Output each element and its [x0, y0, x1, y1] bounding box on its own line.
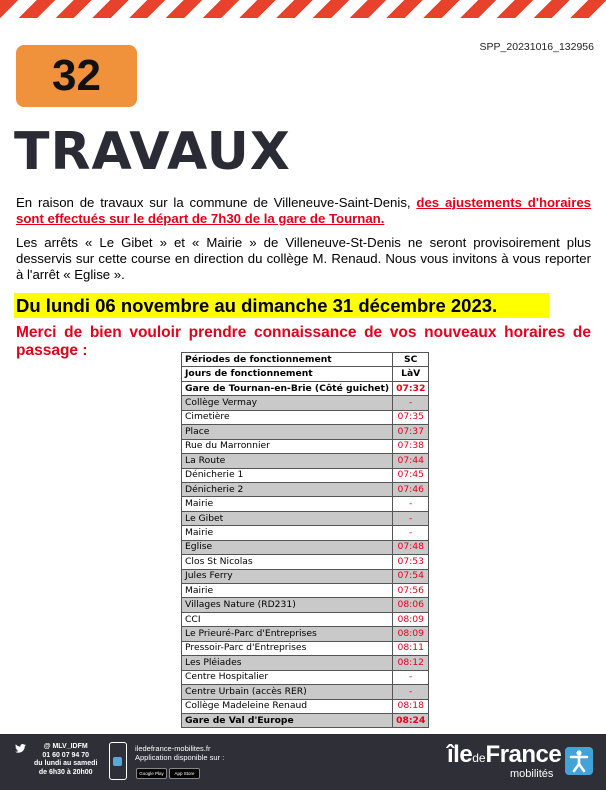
stop-name: Le Gibet [182, 511, 393, 525]
timetable-header-row [182, 353, 429, 367]
stop-time: - [393, 396, 429, 410]
timetable-row [182, 526, 429, 540]
stop-time: 07:32 [393, 381, 429, 395]
header-label: Jours de fonctionnement [182, 367, 393, 381]
website-link[interactable]: iledefrance-mobilites.fr [135, 744, 211, 753]
stop-name: Mairie [182, 526, 393, 540]
brand-france: France [485, 741, 562, 768]
header-value: LàV [393, 367, 429, 381]
stop-time: 08:11 [393, 641, 429, 655]
timetable-row [182, 598, 429, 612]
timetable-row [182, 396, 429, 410]
timetable-header-row [182, 367, 429, 381]
hours-line-1: du lundi au samedi [34, 760, 98, 768]
construction-stripes [0, 0, 606, 22]
schedule-change-highlight: des ajustements d'horaires sont effectués sur le départ de 7h30 de la gare de Tournan. [16, 195, 591, 226]
brand-subtitle: mobilités [510, 768, 554, 780]
stop-name: La Route [182, 454, 393, 468]
timetable-row [182, 410, 429, 424]
stop-name: Cimetière [182, 410, 393, 424]
timetable-row [182, 627, 429, 641]
twitter-icon [15, 744, 26, 753]
timetable-row [182, 656, 429, 670]
contact-block [34, 743, 97, 777]
stop-name: Centre Urbain (accès RER) [182, 685, 393, 699]
stop-time: - [393, 685, 429, 699]
stop-time: 07:56 [393, 584, 429, 598]
stop-time: - [393, 511, 429, 525]
stop-time: 07:48 [393, 540, 429, 554]
timetable-row [182, 425, 429, 439]
line-number: 32 [52, 51, 101, 100]
timetable-row [182, 497, 429, 511]
brand-ile: île [447, 741, 473, 768]
stop-time: 08:18 [393, 699, 429, 713]
stop-name: Eglise [182, 540, 393, 554]
header-label: Périodes de fonctionnement [182, 353, 393, 367]
timetable-row [182, 641, 429, 655]
smartphone-icon [109, 742, 127, 780]
stop-time: 07:44 [393, 454, 429, 468]
stop-time: 08:06 [393, 598, 429, 612]
timetable-body [182, 353, 429, 728]
stop-name: Mairie [182, 584, 393, 598]
timetable-row [182, 584, 429, 598]
stop-name: Dénicherie 1 [182, 468, 393, 482]
stops-notice-paragraph: Les arrêts « Le Gibet » et « Mairie » de Villeneuve-St-Denis ne seront provisoirement plus desservis sur cette course en direction du collège M. Renaud. Nous vous invitons à vous reporter à l'arrêt « Eglise ». [16, 235, 591, 282]
phone-number[interactable]: 01 60 07 94 70 [42, 751, 90, 759]
stop-time: 07:54 [393, 569, 429, 583]
timetable-row [182, 670, 429, 684]
stop-time: 07:35 [393, 410, 429, 424]
app-info [135, 744, 224, 762]
timetable-row [182, 439, 429, 453]
stop-name: Gare de Val d'Europe [182, 713, 393, 727]
document-reference: SPP_20231016_132956 [479, 41, 594, 53]
stop-time: 07:45 [393, 468, 429, 482]
stop-name: Les Pléiades [182, 656, 393, 670]
stop-time: - [393, 670, 429, 684]
timetable-row [182, 569, 429, 583]
intro-text: En raison de travaux sur la commune de Villeneuve-Saint-Denis, [16, 195, 417, 210]
stop-time: 07:38 [393, 439, 429, 453]
period-text: Du lundi 06 novembre au dimanche 31 décembre 2023. [16, 294, 498, 316]
timetable-row [182, 555, 429, 569]
timetable-row [182, 685, 429, 699]
timetable-row [182, 612, 429, 626]
stop-name: Le Prieuré-Parc d'Entreprises [182, 627, 393, 641]
new-times-notice: Merci de bien vouloir prendre connaissance de vos nouveaux horaires de passage : [16, 324, 591, 359]
stop-name: Villages Nature (RD231) [182, 598, 393, 612]
stop-name: Collège Madeleine Renaud [182, 699, 393, 713]
stop-name: Rue du Marronnier [182, 439, 393, 453]
stop-time: 08:09 [393, 612, 429, 626]
timetable-row [182, 713, 429, 727]
idfm-logo [447, 743, 561, 767]
stop-time: 07:53 [393, 555, 429, 569]
timetable-row [182, 482, 429, 496]
stop-time: 08:24 [393, 713, 429, 727]
period-banner [14, 293, 549, 318]
stop-name: Collège Vermay [182, 396, 393, 410]
stop-time: 08:12 [393, 656, 429, 670]
hours-line-2: de 6h30 à 20h00 [38, 768, 93, 776]
twitter-handle[interactable]: @ MLV_IDFM [43, 743, 88, 750]
accessibility-icon [565, 747, 593, 775]
app-icon [113, 757, 122, 766]
app-availability: Application disponible sur : [135, 753, 225, 762]
timetable-row [182, 511, 429, 525]
brand-de: de [472, 751, 486, 765]
google-play-badge[interactable]: Google Play [136, 768, 167, 779]
timetable [181, 352, 429, 728]
stop-time: 07:46 [393, 482, 429, 496]
timetable-row [182, 699, 429, 713]
timetable-row [182, 454, 429, 468]
header-value: SC [393, 353, 429, 367]
stop-name: CCI [182, 612, 393, 626]
stop-name: Dénicherie 2 [182, 482, 393, 496]
stop-name: Place [182, 425, 393, 439]
stop-name: Jules Ferry [182, 569, 393, 583]
line-number-badge [16, 45, 137, 107]
timetable-row [182, 540, 429, 554]
stop-name: Centre Hospitalier [182, 670, 393, 684]
stop-name: Gare de Tournan-en-Brie (Côté guichet) [182, 381, 393, 395]
stop-time: - [393, 497, 429, 511]
timetable-row [182, 381, 429, 395]
stop-name: Pressoir-Parc d'Entreprises [182, 641, 393, 655]
timetable-row [182, 468, 429, 482]
stop-time: 08:09 [393, 627, 429, 641]
footer [0, 734, 606, 790]
intro-paragraph [16, 195, 591, 227]
page-title: TRAVAUX [14, 122, 291, 182]
stop-name: Mairie [182, 497, 393, 511]
stop-name: Clos St Nicolas [182, 555, 393, 569]
stop-time: - [393, 526, 429, 540]
app-store-badge[interactable]: App Store [169, 768, 200, 779]
stop-time: 07:37 [393, 425, 429, 439]
